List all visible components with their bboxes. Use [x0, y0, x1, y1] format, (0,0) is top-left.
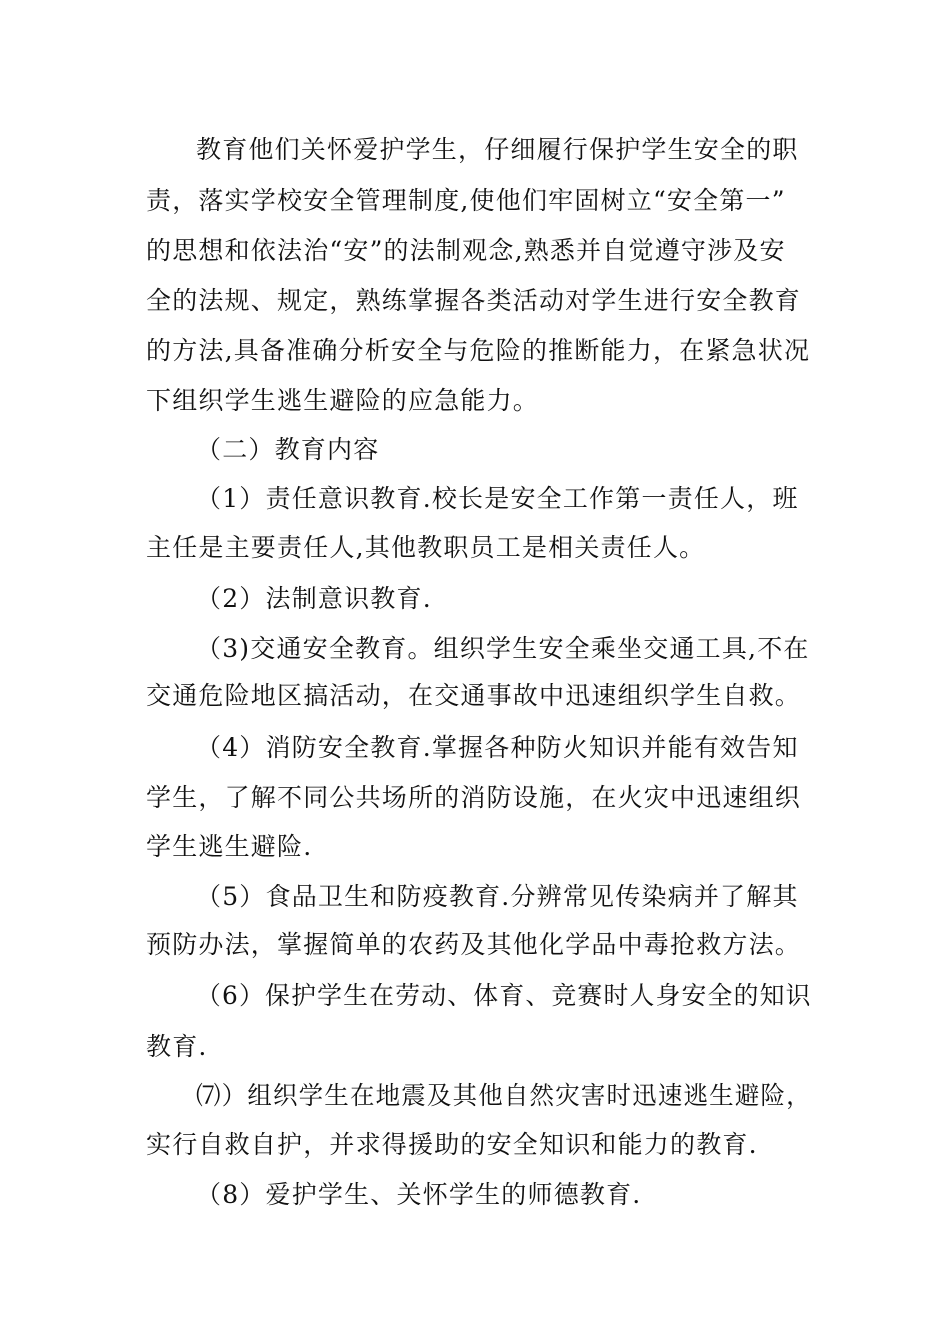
text-line: （4）消防安全教育.掌握各种防火知识并能有效告知: [196, 733, 799, 762]
text-line: 学生逃生避险.: [146, 832, 313, 861]
text-line: 的思想和依法治“安”的法制观念,熟悉并自觉遵守涉及安: [146, 236, 786, 265]
text-line: 的方法,具备准确分析安全与危险的推断能力，在紧急状况: [146, 336, 811, 365]
text-line: （6）保护学生在劳动、体育、竞赛时人身安全的知识: [196, 981, 812, 1010]
text-line: （2）法制意识教育.: [196, 584, 432, 613]
text-line: （1）责任意识教育.校长是安全工作第一责任人，班: [196, 484, 799, 513]
section-heading: （二）教育内容: [196, 435, 380, 464]
text-line: 交通危险地区搞活动，在交通事故中迅速组织学生自救。: [146, 681, 802, 710]
text-line: ⑺）组织学生在地震及其他自然灾害时迅速逃生避险，: [196, 1081, 812, 1110]
text-line: 下组织学生逃生避险的应急能力。: [146, 386, 540, 415]
text-line: 学生，了解不同公共场所的消防设施，在火灾中迅速组织: [146, 783, 802, 812]
text-line: 责，落实学校安全管理制度,使他们牢固树立“安全第一”: [146, 186, 786, 215]
text-line: 教育.: [146, 1032, 208, 1061]
text-line: 主任是主要责任人,其他教职员工是相关责任人。: [146, 533, 706, 562]
text-line: 全的法规、规定，熟练掌握各类活动对学生进行安全教育: [146, 286, 802, 315]
text-line: （3)交通安全教育。组织学生安全乘坐交通工具,不在: [196, 634, 810, 663]
text-line: 实行自救自护，并求得援助的安全知识和能力的教育.: [146, 1130, 758, 1159]
text-line: 预防办法，掌握简单的农药及其他化学品中毒抢救方法。: [146, 930, 802, 959]
text-line: （5）食品卫生和防疫教育.分辨常见传染病并了解其: [196, 882, 799, 911]
text-line: （8）爱护学生、关怀学生的师德教育.: [196, 1180, 642, 1209]
text-line: 教育他们关怀爱护学生，仔细履行保护学生安全的职: [196, 135, 799, 164]
